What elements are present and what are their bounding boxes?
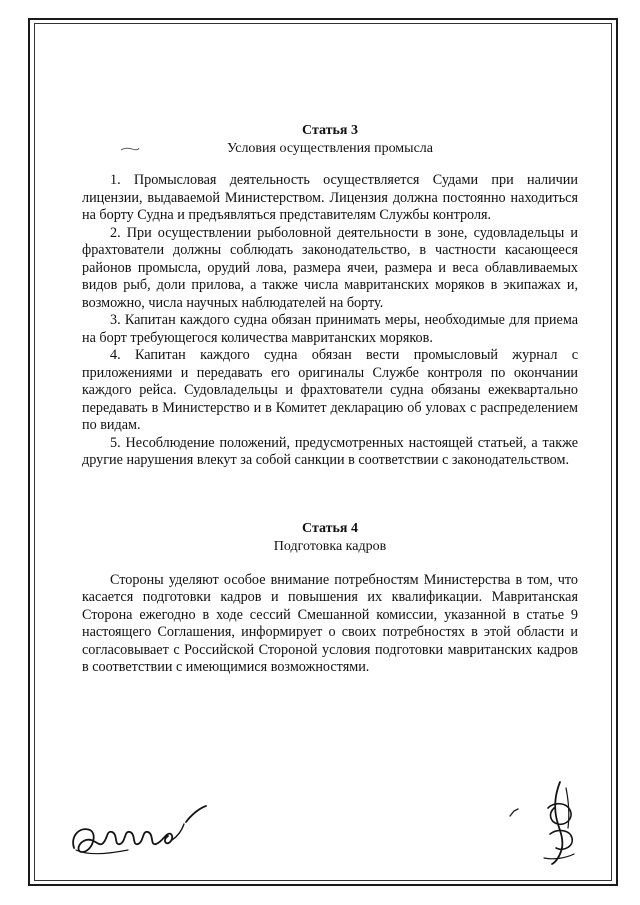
document-body bbox=[82, 122, 578, 677]
article-3-title: Статья 3 bbox=[302, 123, 358, 138]
article-3-section bbox=[82, 122, 578, 470]
article-4-title: Статья 4 bbox=[302, 520, 358, 536]
article-3-paragraph-5: 5. Несоблюдение положений, предусмотренных настоящей статьей, а также другие нарушения влекут за собой санкции в соответствии с законодательством. bbox=[82, 434, 578, 468]
article-4-paragraph-1: Стороны уделяют особое внимание потребностям Министерства в том, что касается подготовки кадров и повышения их квалификации. Мавританская Сторона ежегодно в ходе сессий Смешанной комиссии, указанной в статье 9 настоящего Соглашения, информирует о своих потребностях в этой области и согласовывает с Российской Стороной условия подготовки мавританских кадров в соответствии с имеющимися возможностями. bbox=[82, 571, 578, 675]
article-4-subtitle: Подготовка кадров bbox=[273, 538, 387, 554]
stray-mark-icon bbox=[120, 146, 140, 152]
article-4-section bbox=[82, 520, 578, 677]
article-3-paragraph-3: 3. Капитан каждого судна обязан принимать меры, необходимые для приема на борт требующегося количества мавританских моряков. bbox=[82, 312, 578, 346]
article-3-paragraph-1: 1. Промысловая деятельность осуществляется Судами при наличии лицензии, выдаваемой Министерством. Лицензия должна постоянно находиться на борту Судна и предъявляться представителям Службы контроля. bbox=[82, 172, 578, 223]
handwritten-initials-icon bbox=[530, 778, 590, 868]
tick-mark-icon bbox=[508, 808, 520, 818]
article-3-paragraph-2: 2. При осуществлении рыболовной деятельности в зоне, судовладельцы и фрахтователи должны соблюдать законодательство, в частности касающееся районов промысла, орудий лова, размера ячеи, размера и веса облавливаемых видов рыб, доли прилова, а также числа мавританских моряков в экипажах и, возможно, числа научных наблюдателей на борту. bbox=[82, 224, 578, 311]
article-3-paragraph-4: 4. Капитан каждого судна обязан вести промысловый журнал с приложениями и передавать его оригиналы Службе контроля по окончании каждого рейса. Судовладельцы и фрахтователи судна обязаны ежеквартально передавать в Министерство и в Комитет декларацию об уловах с распределением по видам. bbox=[82, 347, 578, 433]
handwritten-signature-icon bbox=[68, 800, 228, 870]
article-3-subtitle: Условия осуществления промысла bbox=[227, 141, 433, 156]
